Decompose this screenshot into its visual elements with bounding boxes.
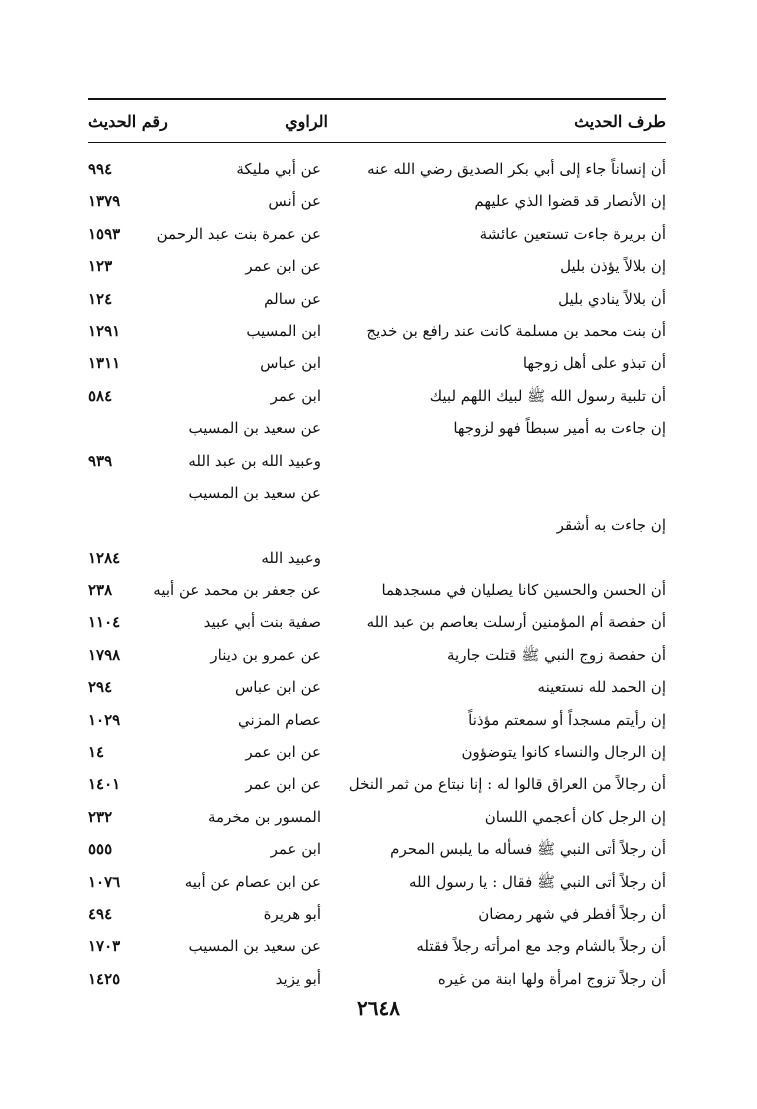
hadith-text: أن إنساناً جاء إلى أبي بكر الصديق رضي الله عنه xyxy=(367,160,666,178)
narrator-text: ابن عمر xyxy=(270,386,321,405)
index-row xyxy=(88,609,666,641)
hadith-number: ٥٨٤ xyxy=(88,386,113,405)
hadith-number: ١٧٩٨ xyxy=(88,645,121,664)
index-row xyxy=(88,869,666,901)
index-row xyxy=(88,933,666,965)
hadith-number: ١٣٧٩ xyxy=(88,192,121,211)
narrator-text: عن أنس xyxy=(268,192,321,211)
index-row xyxy=(88,545,666,577)
hadith-number: ١٢٤ xyxy=(88,289,113,308)
narrator-text: عن سعيد بن المسيب xyxy=(188,937,321,956)
hadith-text: أن رجلاً بالشام وجد مع امرأته رجلاً فقتله xyxy=(416,937,666,956)
narrator-text: عن أبي مليكة xyxy=(236,160,321,178)
header-rule xyxy=(88,142,666,143)
narrator-text: عن سعيد بن المسيب xyxy=(188,483,321,502)
hadith-number: ٢٩٤ xyxy=(88,678,113,697)
hadith-text: أن رجلاً أفطر في شهر رمضان xyxy=(478,904,666,923)
hadith-text: أن رجلاً أتى النبي ﷺ فسأله ما يلبس المحرم xyxy=(390,840,666,859)
hadith-number: ١٢٨٤ xyxy=(88,548,121,567)
hadith-text: أن رجلاً أتى النبي ﷺ فقال : يا رسول الله xyxy=(408,872,666,891)
hadith-text: أن رجلاً تزوج امرأة ولها ابنة من غيره xyxy=(437,969,666,988)
narrator-text: عن ابن عصام عن أبيه xyxy=(184,872,321,891)
narrator-text: المسور بن مخرمة xyxy=(208,807,321,826)
index-row xyxy=(88,383,666,415)
index-row xyxy=(88,286,666,318)
hadith-text: أن بنت محمد بن مسلمة كانت عند رافع بن خديج xyxy=(366,321,666,340)
index-row xyxy=(88,512,666,544)
hadith-number: ١٠٢٩ xyxy=(88,710,121,729)
hadith-number: ١٥٩٣ xyxy=(88,224,121,243)
narrator-text: عن ابن عباس xyxy=(234,678,321,697)
index-row xyxy=(88,156,666,188)
index-row xyxy=(88,642,666,674)
hadith-number: ١٤٠١ xyxy=(88,775,121,794)
narrator-text: أبو هريرة xyxy=(263,904,321,923)
narrator-text: ابن المسيب xyxy=(246,321,321,340)
narrator-text: ابن عباس xyxy=(260,354,321,373)
hadith-number: ١٤٢٥ xyxy=(88,969,121,988)
hadith-text: أن تبذو على أهل زوجها xyxy=(522,354,666,373)
hadith-text: إن رأيتم مسجداً أو سمعتم مؤذناً xyxy=(468,710,666,729)
hadith-number: ٤٩٤ xyxy=(88,904,113,923)
narrator-text: صفية بنت أبي عبيد xyxy=(203,613,321,632)
narrator-text: عن ابن عمر xyxy=(245,257,321,276)
narrator-text: عن عمرة بنت عبد الرحمن xyxy=(156,224,321,243)
hadith-number: ٢٣٨ xyxy=(88,581,113,600)
index-row xyxy=(88,739,666,771)
index-row xyxy=(88,771,666,803)
hadith-text: إن بلالاً يؤذن بليل xyxy=(560,257,666,276)
header-hadith: طرف الحديث xyxy=(574,112,666,131)
table-header xyxy=(88,112,666,140)
hadith-number: ١٣١١ xyxy=(88,354,121,373)
page-number: ٢٦٤٨ xyxy=(357,996,400,1020)
narrator-text: عصام المزني xyxy=(238,710,321,729)
hadith-text: أن تلبية رسول الله ﷺ لبيك اللهم لبيك xyxy=(429,386,666,405)
narrator-text: عن عمرو بن دينار xyxy=(210,645,321,664)
hadith-text: إن الأنصار قد قضوا الذي عليهم xyxy=(474,192,666,211)
hadith-text: إن الرجل كان أعجمي اللسان xyxy=(484,807,666,826)
hadith-number: ٢٣٢ xyxy=(88,807,113,826)
index-row xyxy=(88,966,666,998)
index-row xyxy=(88,836,666,868)
narrator-text: عن ابن عمر xyxy=(245,775,321,794)
narrator-text: عن جعفر بن محمد عن أبيه xyxy=(153,581,321,600)
header-number: رقم الحديث xyxy=(88,112,168,131)
index-row xyxy=(88,221,666,253)
hadith-text: إن الرجال والنساء كانوا يتوضؤون xyxy=(461,743,666,762)
hadith-text: إن جاءت به أمير سبطاً فهو لزوجها xyxy=(453,419,666,438)
hadith-number: ١٧٠٣ xyxy=(88,937,121,956)
hadith-text: أن رجالاً من العراق قالوا له : إنا نبتاع من ثمر النخل xyxy=(348,775,666,794)
index-rows xyxy=(88,156,666,998)
hadith-number: ١٠٧٦ xyxy=(88,872,121,891)
narrator-text: ابن عمر xyxy=(270,840,321,859)
index-row xyxy=(88,674,666,706)
narrator-text: عن سالم xyxy=(264,289,321,308)
hadith-number: ١٢٩١ xyxy=(88,321,121,340)
index-row xyxy=(88,707,666,739)
hadith-number: ١٢٣ xyxy=(88,257,113,276)
hadith-text: أن بلالاً ينادي بليل xyxy=(558,289,666,308)
hadith-number: ٩٣٩ xyxy=(88,451,113,470)
hadith-text: أن حفصة أم المؤمنين أرسلت بعاصم بن عبد الله xyxy=(366,613,666,632)
narrator-text: وعبيد الله xyxy=(261,548,321,567)
index-row xyxy=(88,415,666,447)
index-row xyxy=(88,804,666,836)
narrator-text: عن سعيد بن المسيب xyxy=(188,419,321,438)
index-row xyxy=(88,350,666,382)
narrator-text: وعبيد الله بن عبد الله xyxy=(188,451,321,470)
narrator-text: أبو يزيد xyxy=(275,969,321,988)
index-row xyxy=(88,318,666,350)
hadith-text: إن جاءت به أشقر xyxy=(556,516,666,535)
index-row xyxy=(88,253,666,285)
header-narrator: الراوي xyxy=(285,112,328,131)
hadith-number: ١٤ xyxy=(88,743,105,762)
hadith-text: أن حفصة زوج النبي ﷺ قتلت جارية xyxy=(447,645,666,664)
hadith-number: ١١٠٤ xyxy=(88,613,121,632)
narrator-text: عن ابن عمر xyxy=(245,743,321,762)
hadith-text: أن بريرة جاءت تستعين عائشة xyxy=(479,224,666,243)
top-rule xyxy=(88,98,666,100)
hadith-number: ٥٥٥ xyxy=(88,840,113,859)
index-row xyxy=(88,577,666,609)
hadith-text: أن الحسن والحسين كانا يصليان في مسجدهما xyxy=(381,581,666,600)
hadith-number: ٩٩٤ xyxy=(88,160,113,178)
index-row xyxy=(88,188,666,220)
index-row xyxy=(88,901,666,933)
index-row xyxy=(88,448,666,480)
index-row xyxy=(88,480,666,512)
hadith-text: إن الحمد لله نستعينه xyxy=(537,678,666,697)
